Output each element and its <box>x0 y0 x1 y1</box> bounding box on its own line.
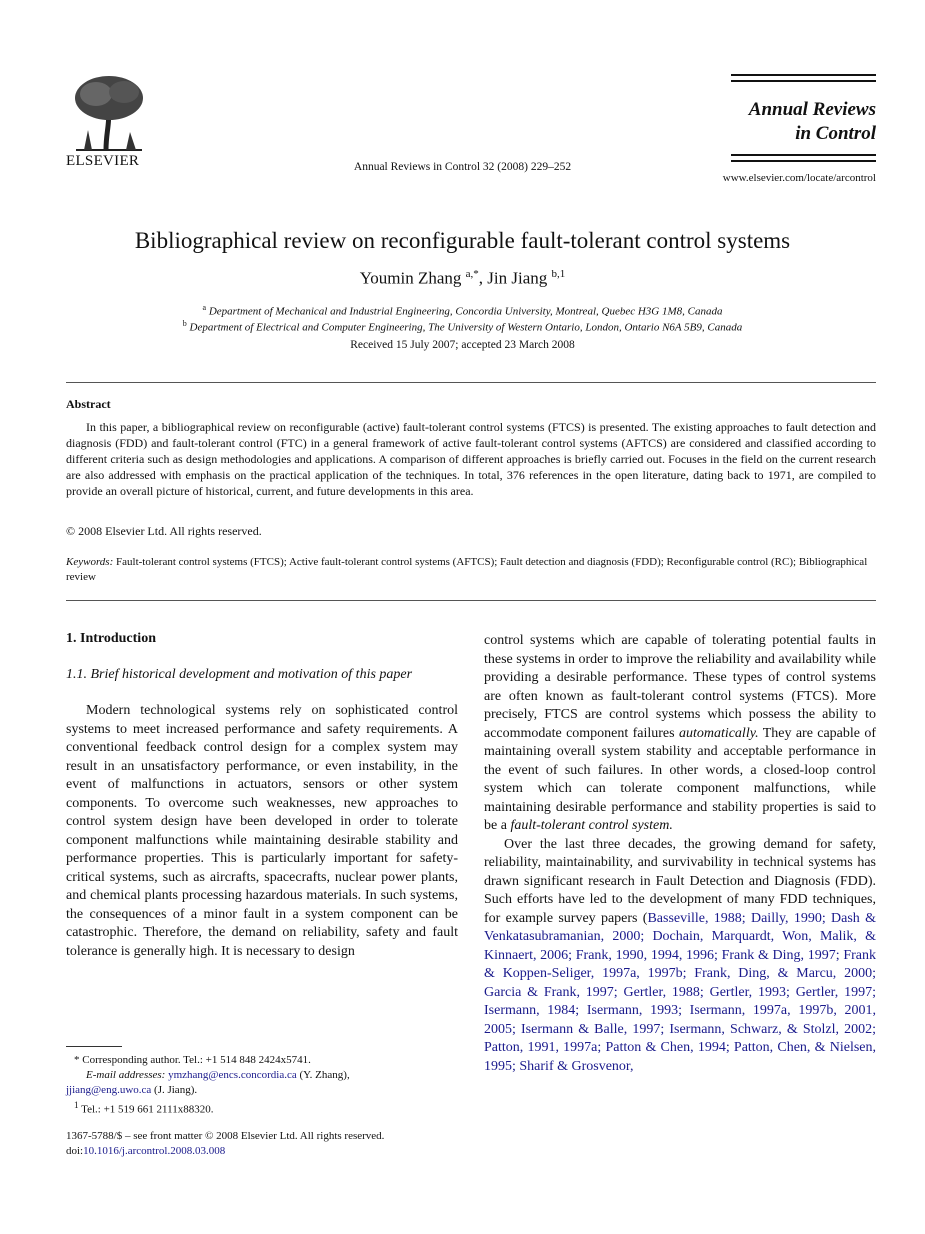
email-link[interactable]: jjiang@eng.uwo.ca <box>66 1084 152 1096</box>
email-label: E-mail addresses: <box>86 1069 166 1081</box>
doi-label: doi: <box>66 1145 84 1157</box>
doi-link[interactable]: 10.1016/j.arcontrol.2008.03.008 <box>83 1145 226 1157</box>
brand-rule <box>731 154 876 156</box>
author-affiliation-mark: b,1 <box>551 268 566 280</box>
author-list <box>0 268 925 289</box>
author-name: Jin Jiang <box>487 268 548 288</box>
journal-brand <box>700 98 876 146</box>
divider <box>66 382 876 383</box>
keywords-label: Keywords: <box>66 556 114 568</box>
journal-brand-line2: in Control <box>795 123 876 144</box>
tree-icon <box>66 72 152 154</box>
email-owner: (J. Jiang). <box>151 1084 198 1096</box>
keywords <box>66 555 876 585</box>
affiliation-text: Department of Electrical and Computer Engineering, The University of Western Ontario, London, Ontario N6A 5B9, Canada <box>189 321 743 334</box>
author-name: Youmin Zhang <box>359 268 462 288</box>
issn-line: 1367-5788/$ – see front matter © 2008 Elsevier Ltd. All rights reserved. <box>66 1130 385 1142</box>
journal-brand-line1: Annual Reviews <box>748 99 876 120</box>
affiliation-mark: a <box>202 303 207 312</box>
divider <box>66 600 876 601</box>
body-paragraph <box>484 836 876 1077</box>
article-title: Bibliographical review on reconfigurable fault-tolerant control systems <box>134 228 791 253</box>
footnote-emails <box>66 1068 458 1083</box>
footnote-text: Tel.: +1 519 661 2111x88320. <box>78 1103 214 1116</box>
front-matter <box>66 1129 458 1159</box>
abstract-heading: Abstract <box>66 397 111 411</box>
footnote-corresponding: * Corresponding author. Tel.: +1 514 848 2424x5741. <box>74 1054 311 1066</box>
email-owner: (Y. Zhang), <box>296 1069 350 1081</box>
brand-rule <box>731 74 876 76</box>
affiliation-mark: b <box>182 319 187 328</box>
affiliation-text: Department of Mechanical and Industrial Engineering, Concordia University, Montreal, Quebec H3G 1M8, Canada <box>208 305 723 318</box>
citation-links[interactable]: Basseville, 1988; Dailly, 1990; Dash & Venkatasubramanian, 2000; Dochain, Marquardt, Won, Malik, & Kinnaert, 2006; Frank, 1990, 1994, 1996; Frank & Ding, 1997; Frank & Koppen-Seliger, 1997a, 1997b; Frank, Ding, & Marcu, 2000; Garcia & Frank, 1997; Gertler, 1988; Gertler, 1993; Gertler, 1997; Isermann, 1984; Isermann, 1993; Isermann, 1997a, 1997b, 2001, 2005; Isermann & Balle, 1997; Isermann, Schwarz, & Stolzl, 2002; Patton, 1991, 1997a; Patton & Chen, 1994; Patton, Chen, & Nielsen, 1995; Sharif & Grosvenor, <box>484 910 876 1074</box>
footnotes <box>66 1053 458 1118</box>
paragraph-text: Over the last three decades, the growing demand for safety, reliability, maintainability, and survivability in technical systems has drawn significant research in Fault Detection and Diagnosis (FDD). Such efforts have led to the development of many FDD techniques, for example survey papers ( <box>484 836 876 926</box>
received-dates: Received 15 July 2007; accepted 23 March 2008 <box>350 339 575 351</box>
keywords-list: Fault-tolerant control systems (FTCS); Active fault-tolerant control systems (AFTCS); Fault detection and diagnosis (FDD); Reconfigurable control (RC); Bibliographical review <box>66 556 868 583</box>
left-column <box>66 630 458 961</box>
right-column <box>484 632 876 1076</box>
body-paragraph <box>484 632 876 836</box>
journal-url-link[interactable]: www.elsevier.com/locate/arcontrol <box>722 172 876 184</box>
footnote-emails-cont <box>66 1083 458 1098</box>
journal-reference: Annual Reviews in Control 32 (2008) 229–252 <box>353 161 572 173</box>
brand-rule <box>731 80 876 82</box>
paragraph-text: control systems which are capable of tolerating potential faults in these systems in order to improve the reliability and availability while providing a desirable performance. These types of control systems are often known as fault-tolerant control systems (FTCS). More precisely, FTCS are control systems which possess the ability to accommodate component failures <box>484 633 876 741</box>
emphasis-text: automatically. <box>678 725 759 741</box>
affiliation-b <box>0 319 925 334</box>
abstract-text: In this paper, a bibliographical review on reconfigurable (active) fault-tolerant control systems (FTCS) is presented. The existing approaches to fault detection and diagnosis (FDD) and fault-tolerant control (FTC) in a general framework of active fault-tolerant control systems (AFTCS) are considered and classified according to different criteria such as design methodologies and applications. A comparison of different approaches is briefly carried out. Focuses in the field on the current research are also addressed with emphasis on the practical application of the techniques. In total, 376 references in the open literature, dating back to 1971, are compiled to provide an overall picture of historical, current, and future developments in this area. <box>66 420 876 498</box>
doi-line <box>66 1144 458 1159</box>
body-paragraph: Modern technological systems rely on sophisticated control systems to meet increased performance and safety requirements. A conventional feedback control design for a complex system may result in an unsatisfactory performance, or even instability, in the event of malfunctions in actuators, sensors or other system components. To overcome such weaknesses, new approaches to control system design have been developed in order to tolerate component malfunctions while maintaining desirable stability and performance properties. This is particularly important for safety-critical systems, such as aircrafts, spacecrafts, nuclear power plants, and chemical plants processing hazardous materials. In such systems, the consequences of a minor fault in a system component can be catastrophic. Therefore, the demand on reliability, safety and fault tolerance is generally high. It is necessary to design <box>66 703 458 959</box>
emphasis-text: fault-tolerant control system. <box>510 818 673 833</box>
footnote-mark: 1 <box>74 1100 79 1110</box>
footnote-rule <box>66 1046 122 1047</box>
abstract-copyright: © 2008 Elsevier Ltd. All rights reserved. <box>66 524 262 538</box>
email-link[interactable]: ymzhang@encs.concordia.ca <box>168 1069 297 1081</box>
section-heading: 1. Introduction <box>66 631 156 646</box>
brand-rule <box>731 160 876 162</box>
subsection-heading: 1.1. Brief historical development and motivation of this paper <box>66 666 413 682</box>
author-separator: , <box>478 268 488 288</box>
footnote-1 <box>66 1098 458 1118</box>
affiliation-a <box>0 303 925 318</box>
paragraph-text: They are capable of maintaining overall system stability and acceptable performance in the event of such failures. In other words, a closed-loop control system which can tolerate component malfunctions, while maintaining desirable performance and stability properties is said to be a <box>484 725 876 833</box>
publisher-logo-text: ELSEVIER <box>66 153 140 169</box>
author-affiliation-mark: a,* <box>465 268 479 280</box>
